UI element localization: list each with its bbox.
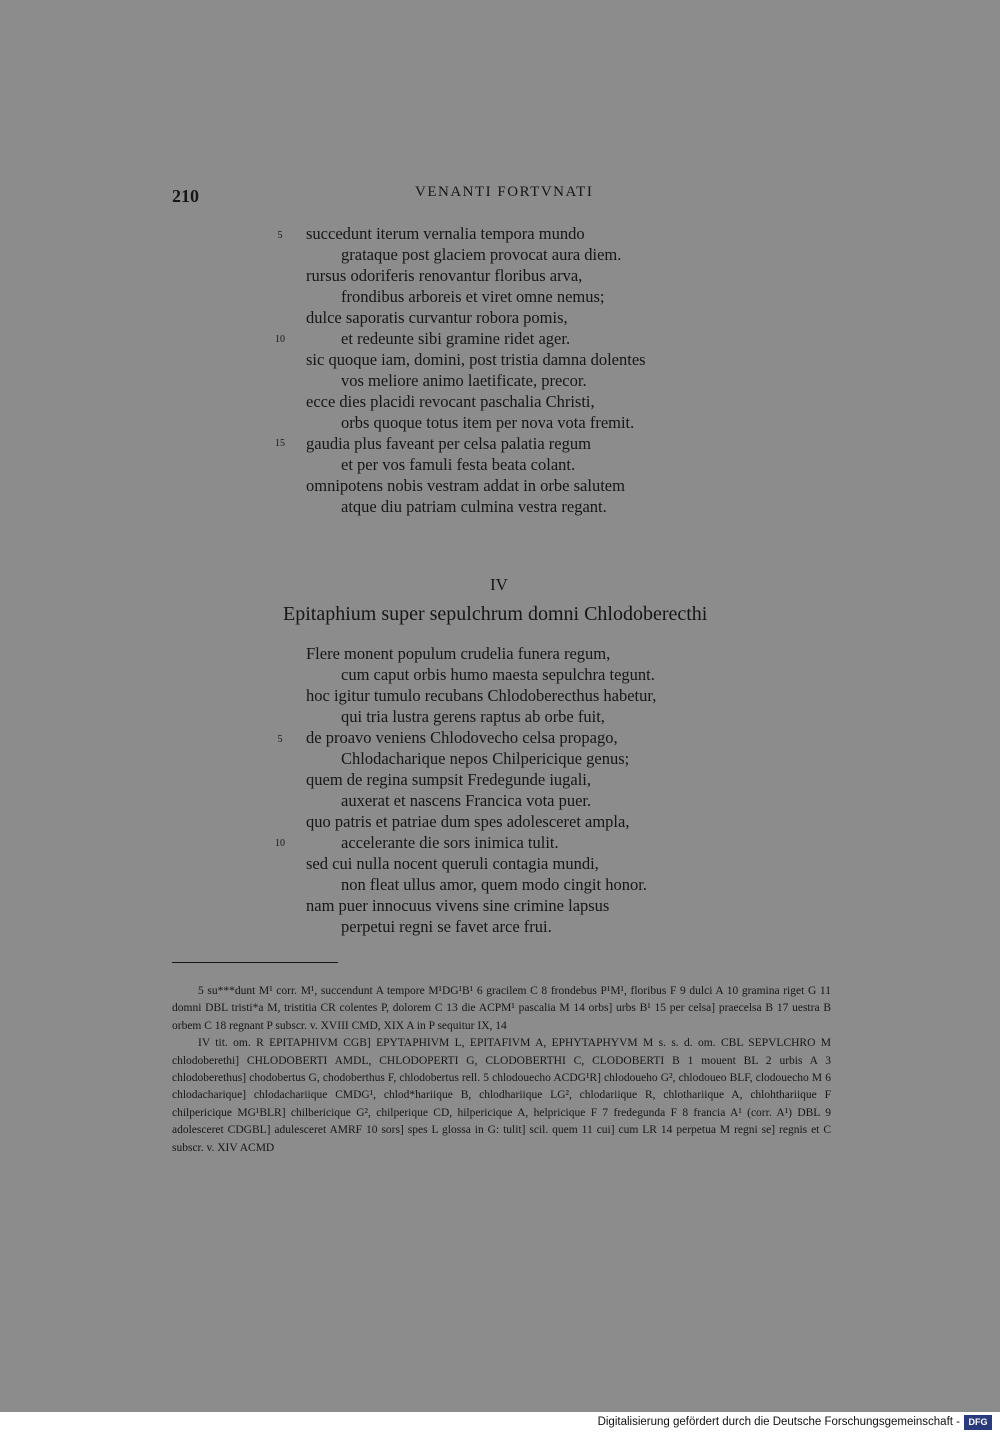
verse-line: quo patris et patriae dum spes adolesceret ampla,: [306, 812, 630, 831]
line-number: 5: [277, 230, 283, 241]
verse-line: sic quoque iam, domini, post tristia damna dolentes: [306, 350, 646, 369]
verse-line: grataque post glaciem provocat aura diem.: [341, 245, 622, 264]
section-number: IV: [490, 575, 508, 594]
verse-line: et per vos famuli festa beata colant.: [341, 455, 576, 474]
section-title: Epitaphium super sepulchrum domni Chlodoberecthi: [283, 603, 708, 625]
verse-line: auxerat et nascens Francica vota puer.: [341, 791, 592, 810]
funding-credit: Digitalisierung gefördert durch die Deutsche Forschungsgemeinschaft -: [597, 1416, 960, 1428]
verse-line: hoc igitur tumulo recubans Chlodoberecthus habetur,: [306, 686, 657, 705]
dfg-logo: DFG: [964, 1415, 992, 1430]
critical-apparatus: [172, 983, 831, 1157]
verse-line: vos meliore animo laetificate, precor.: [341, 371, 587, 390]
footnote-paragraph: IV tit. om. R EPITAPHIVM CGB] EPYTAPHIVM L, EPITAFIVM A, EPHYTAPHYVM M s. s. d. om. CBL SEPVLCHRO M chlodoberethi] CHLODOBERTI AMDL, CHLODOPERTI G, CLODOBERTHI C, CLODOBERTI B 1 mouent BL 2 urbis A 3 chlodoberethus] chodobertus G, chodoberthus F, chlodobertus rell. 5 chlodouecho ACDG¹R] chlodoueho G², chlodoueo BLF, clodouecho M 6 chlodacharique] chlodachariique CMDG¹, chlod*hariique B, chlodhariique LG², chlodariique R, chlothariique A, chlohthariique F chilpericique MG¹BLR] chilbericique G², chilperique CD, hilpericique A, helpricique F 7 fredegunda F 8 francia A¹ (corr. A¹) DBL 9 adolesceret CDGBL] adulesceret AMRF 10 sors] spes L glossa in G: tulit] scil. quem 11 cui] cum LR 14 perpetua M regni se] regnis et C subscr. v. XIV ACMD: [172, 1037, 831, 1154]
verse-line: accelerante die sors inimica tulit.: [341, 833, 559, 852]
verse-line: de proavo veniens Chlodovecho celsa propago,: [306, 728, 618, 747]
verse-line: cum caput orbis humo maesta sepulchra tegunt.: [341, 665, 655, 684]
verse-line: Flere monent populum crudelia funera regum,: [306, 644, 611, 663]
verse-line: omnipotens nobis vestram addat in orbe salutem: [306, 476, 625, 495]
funding-bar: [0, 1412, 1000, 1434]
verse-line: rursus odoriferis renovantur floribus arva,: [306, 266, 583, 285]
line-number: 10: [275, 334, 285, 345]
line-number: 15: [275, 438, 285, 449]
verse-line: atque diu patriam culmina vestra regant.: [341, 497, 607, 516]
verse-line: nam puer innocuus vivens sine crimine lapsus: [306, 896, 610, 915]
running-title: VENANTI FORTVNATI: [415, 184, 594, 200]
verse-line: succedunt iterum vernalia tempora mundo: [306, 224, 585, 243]
verse-line: qui tria lustra gerens raptus ab orbe fuit,: [341, 707, 605, 726]
verse-line: frondibus arboreis et viret omne nemus;: [341, 287, 605, 306]
verse-line: ecce dies placidi revocant paschalia Christi,: [306, 392, 595, 411]
verse-line: perpetui regni se favet arce frui.: [341, 917, 552, 936]
verse-line: et redeunte sibi gramine ridet ager.: [341, 329, 571, 348]
verse-line: quem de regina sumpsit Fredegunde iugali,: [306, 770, 592, 789]
line-number: 5: [277, 734, 283, 745]
page-number: 210: [172, 186, 199, 206]
line-number: 10: [275, 838, 285, 849]
footnote-separator: [172, 962, 338, 963]
verse-line: non fleat ullus amor, quem modo cingit honor.: [341, 875, 647, 894]
verse-line: gaudia plus faveant per celsa palatia regum: [306, 434, 591, 453]
verse-line: orbs quoque totus item per nova vota fremit.: [341, 413, 635, 432]
footnote-paragraph: 5 su***dunt M¹ corr. M¹, succendunt A tempore M¹DG¹B¹ 6 gracilem C 8 frondebus P¹M¹, floribus F 9 dulci A 10 gramina riget G 11 domni DBL tristi*a M, tristitia CR colentes P, dolorem C 13 die ACPM¹ pascalia M 14 orbs] urbs B¹ 15 per celsa] praecelsa B 17 uestra B orbem C 18 regnant P subscr. v. XVIII CMD, XIX A in P sequitur IX, 14: [172, 985, 831, 1032]
verse-line: dulce saporatis curvantur robora pomis,: [306, 308, 568, 327]
verse-line: Chlodacharique nepos Chilpericique genus;: [341, 749, 630, 768]
verse-line: sed cui nulla nocent queruli contagia mundi,: [306, 854, 599, 873]
